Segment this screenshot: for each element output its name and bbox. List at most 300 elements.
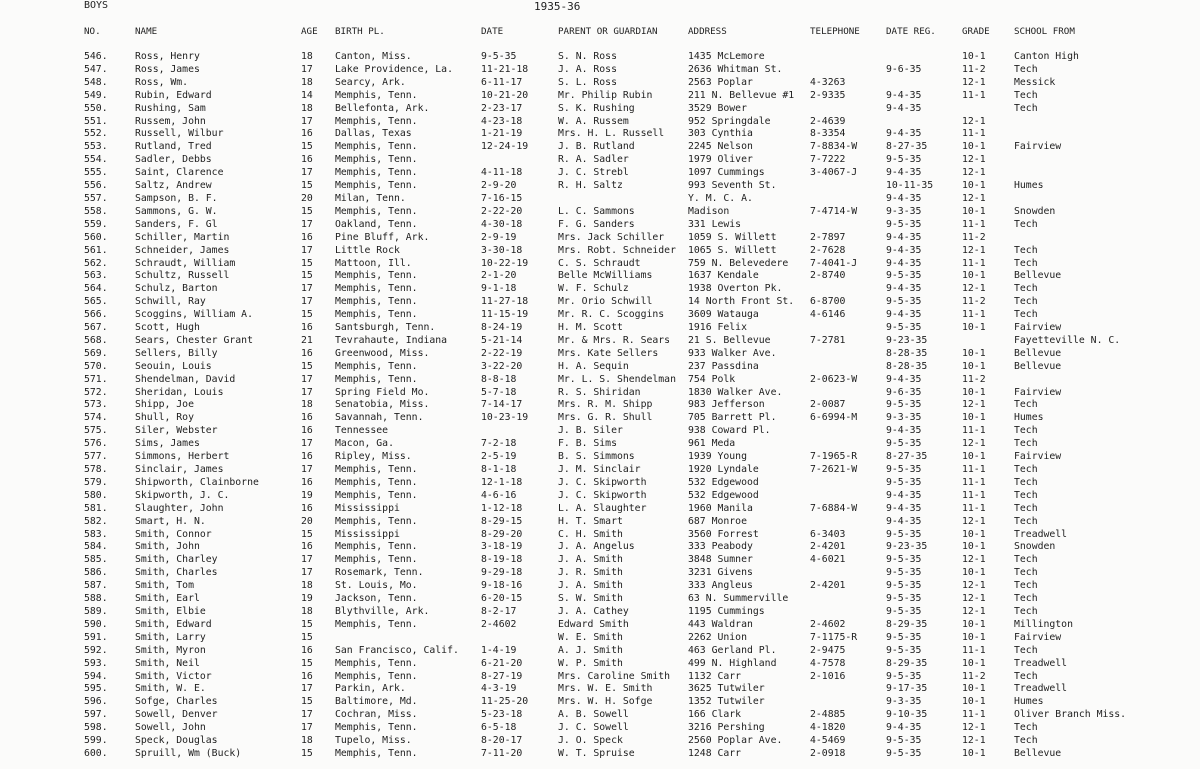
grade: 11-2: [962, 373, 986, 385]
address: 2636 Whitman St.: [688, 63, 783, 75]
student-name: Schultz, Russell: [135, 270, 230, 282]
birth-date: 1-21-19: [481, 128, 523, 140]
parent-guardian: A. B. Sowell: [558, 709, 629, 721]
date-registered: 9-4-35: [886, 192, 922, 204]
birth-date: 11-27-18: [481, 296, 529, 308]
table-row: [0, 387, 1200, 400]
student-age: 15: [301, 141, 313, 153]
student-age: 18: [301, 399, 313, 411]
student-age: 17: [301, 218, 313, 230]
telephone: 2-0087: [810, 399, 846, 411]
date-registered: 9-5-35: [886, 631, 922, 643]
student-name: Sinclair, James: [135, 464, 224, 475]
grade: 12-1: [962, 580, 986, 592]
table-row: [0, 516, 1200, 529]
parent-guardian: S. W. Smith: [558, 593, 623, 605]
parent-guardian: Mr. L. S. Shendelman: [558, 373, 676, 385]
birthplace: Tennessee: [335, 425, 389, 437]
student-age: 20: [301, 192, 313, 204]
grade: 11-1: [962, 425, 986, 437]
student-age: 18: [301, 580, 313, 592]
header-name: NAME: [135, 26, 158, 37]
row-number: 586.: [84, 567, 108, 579]
address: 759 N. Belevedere: [688, 257, 789, 269]
row-number: 582.: [84, 515, 108, 527]
address: 333 Angleus: [688, 580, 753, 592]
date-registered: 9-4-35: [886, 722, 922, 734]
birthplace: Memphis, Tenn.: [335, 657, 418, 669]
birthplace: Memphis, Tenn.: [335, 747, 418, 759]
telephone: 7-4041-J: [810, 257, 858, 269]
student-name: Schwill, Ray: [135, 296, 206, 308]
student-name: Sowell, Denver: [135, 709, 218, 721]
school-from: Bellevue: [1014, 347, 1062, 359]
student-name: Scott, Hugh: [135, 322, 200, 334]
student-name: Seouin, Louis: [135, 360, 212, 372]
row-number: 556.: [84, 180, 108, 192]
table-row: [0, 193, 1200, 206]
telephone: 2-1016: [810, 670, 846, 682]
student-age: 15: [301, 657, 313, 669]
parent-guardian: W. T. Spruise: [558, 747, 635, 759]
parent-guardian: Mr. & Mrs. R. Sears: [558, 334, 671, 346]
student-age: 18: [301, 735, 313, 747]
birth-date: 8-29-20: [481, 528, 523, 540]
student-age: 17: [301, 683, 313, 695]
telephone: 2-0918: [810, 747, 846, 759]
row-number: 588.: [84, 593, 108, 605]
birth-date: 4-11-18: [481, 167, 523, 179]
address: 211 N. Bellevue #1: [688, 89, 795, 101]
table-row: [0, 270, 1200, 283]
birth-date: 8-27-19: [481, 670, 523, 682]
row-number: 583.: [84, 528, 108, 540]
student-name: Siler, Webster: [135, 425, 218, 437]
birth-date: 8-8-18: [481, 373, 517, 385]
student-name: Smith, W. E.: [135, 683, 206, 695]
grade: 10-1: [962, 141, 986, 153]
table-row: [0, 167, 1200, 180]
student-name: Smith, Edward: [135, 618, 212, 630]
table-row: [0, 116, 1200, 129]
parent-guardian: F. G. Sanders: [558, 218, 635, 230]
birth-date: 7-2-18: [481, 438, 517, 450]
address: 938 Coward Pl.: [688, 425, 771, 437]
date-registered: 9-23-35: [886, 541, 928, 553]
row-number: 574.: [84, 412, 108, 424]
address: 1132 Carr: [688, 670, 742, 682]
date-registered: 9-5-35: [886, 605, 922, 617]
student-name: Smith, Earl: [135, 593, 200, 605]
student-name: Sammons, G. W.: [135, 205, 218, 217]
grade: 11-1: [962, 257, 986, 269]
student-name: Smith, Connor: [135, 528, 212, 540]
parent-guardian: Belle McWilliams: [558, 270, 653, 282]
school-from: Tech: [1014, 644, 1038, 656]
header-date: DATE: [481, 26, 504, 37]
grade: 11-1: [962, 476, 986, 488]
header-birthplace: BIRTH PL.: [335, 26, 385, 37]
parent-guardian: R. S. Shiridan: [558, 386, 641, 398]
header-age: AGE: [301, 26, 318, 37]
parent-guardian: W. E. Smith: [558, 631, 623, 643]
parent-guardian: S. K. Rushing: [558, 102, 635, 114]
student-age: 17: [301, 567, 313, 579]
birth-date: 2-5-19: [481, 451, 517, 463]
grade: 12-1: [962, 554, 986, 566]
school-from: Fairview: [1014, 451, 1062, 463]
parent-guardian: Mrs. R. M. Shipp: [558, 399, 653, 411]
date-registered: 9-3-35: [886, 205, 922, 217]
birthplace: St. Louis, Mo.: [335, 580, 418, 592]
row-number: 593.: [84, 657, 108, 669]
birth-date: 8-29-15: [481, 515, 523, 527]
birth-date: 6-11-17: [481, 76, 523, 88]
student-name: Schneider, James: [135, 244, 230, 256]
school-from: Tech: [1014, 735, 1038, 747]
student-age: 16: [301, 451, 313, 463]
birthplace: Memphis, Tenn.: [335, 373, 418, 385]
row-number: 565.: [84, 296, 108, 308]
school-from: Tech: [1014, 438, 1038, 450]
parent-guardian: J. C. Strebl: [558, 167, 629, 179]
student-name: Sanders, F. Gl: [135, 218, 218, 230]
school-from: Millington: [1014, 618, 1073, 630]
telephone: 2-4885: [810, 709, 846, 721]
row-number: 577.: [84, 451, 108, 463]
telephone: 6-6994-M: [810, 412, 858, 424]
table-row: [0, 477, 1200, 490]
birth-date: 11-25-20: [481, 696, 529, 708]
birthplace: Memphis, Tenn.: [335, 464, 418, 475]
row-number: 553.: [84, 141, 108, 153]
birth-date: 8-1-18: [481, 464, 517, 475]
table-row: [0, 632, 1200, 645]
birth-date: 2-22-19: [481, 347, 523, 359]
student-age: 17: [301, 296, 313, 308]
grade: 12-1: [962, 192, 986, 204]
parent-guardian: J. A. Smith: [558, 554, 623, 566]
row-number: 599.: [84, 735, 108, 747]
row-number: 596.: [84, 696, 108, 708]
birthplace: Memphis, Tenn.: [335, 476, 418, 488]
address: 2563 Poplar: [688, 76, 753, 88]
birthplace: Memphis, Tenn.: [335, 296, 418, 308]
date-registered: 9-5-35: [886, 670, 922, 682]
birth-date: 4-3-19: [481, 683, 517, 695]
student-name: Speck, Douglas: [135, 735, 218, 747]
student-age: 14: [301, 89, 313, 101]
parent-guardian: C. S. Schraudt: [558, 257, 641, 269]
student-name: Shendelman, David: [135, 373, 236, 385]
birthplace: Mississippi: [335, 502, 400, 514]
birthplace: Pine Bluff, Ark.: [335, 231, 430, 243]
telephone: 2-4201: [810, 541, 846, 553]
school-from: Tech: [1014, 567, 1038, 579]
table-row: [0, 490, 1200, 503]
grade: 10-1: [962, 180, 986, 192]
birth-date: 9-29-18: [481, 567, 523, 579]
address: 3625 Tutwiler: [688, 683, 765, 695]
student-name: Ross, James: [135, 63, 200, 75]
telephone: 2-4639: [810, 115, 846, 127]
school-from: Tech: [1014, 593, 1038, 605]
row-number: 591.: [84, 631, 108, 643]
student-name: Schulz, Barton: [135, 283, 218, 295]
date-registered: 10-11-35: [886, 180, 934, 192]
student-name: Smith, Tom: [135, 580, 194, 592]
student-age: 16: [301, 347, 313, 359]
table-row: [0, 128, 1200, 141]
row-number: 560.: [84, 231, 108, 243]
birthplace: Memphis, Tenn.: [335, 115, 418, 127]
table-row: [0, 541, 1200, 554]
row-number: 597.: [84, 709, 108, 721]
student-age: 16: [301, 644, 313, 656]
parent-guardian: J. A. Cathey: [558, 605, 629, 617]
birthplace: Memphis, Tenn.: [335, 554, 418, 566]
parent-guardian: H. A. Sequin: [558, 360, 629, 372]
school-from: Tech: [1014, 244, 1038, 256]
birthplace: Savannah, Tenn.: [335, 412, 424, 424]
school-from: Tech: [1014, 580, 1038, 592]
student-age: 16: [301, 412, 313, 424]
header-date-reg: DATE REG.: [886, 26, 936, 37]
table-row: [0, 180, 1200, 193]
date-registered: 9-4-35: [886, 373, 922, 385]
header-parent: PARENT OR GUARDIAN: [558, 26, 658, 37]
address: 303 Cynthia: [688, 128, 753, 140]
table-row: [0, 619, 1200, 632]
grade: 10-1: [962, 567, 986, 579]
parent-guardian: L. A. Slaughter: [558, 502, 647, 514]
parent-guardian: Mrs. Kate Sellers: [558, 347, 659, 359]
grade: 11-2: [962, 63, 986, 75]
parent-guardian: H. T. Smart: [558, 515, 623, 527]
student-name: Saltz, Andrew: [135, 180, 212, 192]
school-from: Tech: [1014, 257, 1038, 269]
birthplace: Little Rock: [335, 244, 400, 256]
birthplace: Memphis, Tenn.: [335, 283, 418, 295]
table-row: [0, 283, 1200, 296]
school-from: Fairview: [1014, 141, 1062, 153]
parent-guardian: J. B. Siler: [558, 425, 623, 437]
table-row: [0, 451, 1200, 464]
birthplace: Mattoon, Ill.: [335, 257, 412, 269]
birthplace: Tevrahaute, Indiana: [335, 334, 448, 346]
table-row: [0, 399, 1200, 412]
birthplace: Oakland, Tenn.: [335, 218, 418, 230]
address: 2560 Poplar Ave.: [688, 735, 783, 747]
address: 14 North Front St.: [688, 296, 795, 308]
row-number: 567.: [84, 322, 108, 334]
birth-date: 7-11-20: [481, 747, 523, 759]
birth-date: 4-6-16: [481, 489, 517, 501]
telephone: 8-3354: [810, 128, 846, 140]
row-number: 587.: [84, 580, 108, 592]
address: 2245 Nelson: [688, 141, 753, 153]
birthplace: San Francisco, Calif.: [335, 644, 459, 656]
grade: 11-1: [962, 464, 986, 475]
parent-guardian: Mr. Orio Schwill: [558, 296, 653, 308]
grade: 12-1: [962, 593, 986, 605]
grade: 10-1: [962, 631, 986, 643]
school-from: Tech: [1014, 670, 1038, 682]
student-name: Russem, John: [135, 115, 206, 127]
header-school: SCHOOL FROM: [1014, 26, 1075, 37]
row-number: 563.: [84, 270, 108, 282]
school-from: Bellevue: [1014, 747, 1062, 759]
birthplace: Dallas, Texas: [335, 128, 412, 140]
birth-date: 9-5-35: [481, 51, 517, 62]
birth-date: 4-30-18: [481, 218, 523, 230]
student-name: Rutland, Tred: [135, 141, 212, 153]
student-age: 18: [301, 605, 313, 617]
header-address: ADDRESS: [688, 26, 727, 37]
table-row: [0, 696, 1200, 709]
student-age: 16: [301, 231, 313, 243]
school-from: Tech: [1014, 502, 1038, 514]
student-name: Sadler, Debbs: [135, 154, 212, 166]
school-from: Tech: [1014, 296, 1038, 308]
student-age: 17: [301, 373, 313, 385]
school-from: Messick: [1014, 76, 1056, 88]
date-registered: 9-5-35: [886, 567, 922, 579]
school-from: Snowden: [1014, 541, 1056, 553]
school-from: Tech: [1014, 476, 1038, 488]
student-name: Smith, Elbie: [135, 605, 206, 617]
birth-date: 11-21-18: [481, 63, 529, 75]
date-registered: 9-5-35: [886, 464, 922, 475]
table-row: [0, 206, 1200, 219]
birth-date: 6-5-18: [481, 722, 517, 734]
school-from: Tech: [1014, 425, 1038, 437]
student-age: 17: [301, 722, 313, 734]
row-number: 573.: [84, 399, 108, 411]
birth-date: 5-21-14: [481, 334, 523, 346]
row-number: 590.: [84, 618, 108, 630]
row-number: 550.: [84, 102, 108, 114]
grade: 12-1: [962, 722, 986, 734]
address: 754 Polk: [688, 373, 736, 385]
telephone: 6-3403: [810, 528, 846, 540]
parent-guardian: C. H. Smith: [558, 528, 623, 540]
address: 3231 Givens: [688, 567, 753, 579]
student-name: Shipworth, Clainborne: [135, 476, 259, 488]
student-age: 16: [301, 128, 313, 140]
parent-guardian: J. A. Angelus: [558, 541, 635, 553]
student-name: Saint, Clarence: [135, 167, 224, 179]
grade: 12-1: [962, 515, 986, 527]
birthplace: Greenwood, Miss.: [335, 347, 430, 359]
birth-date: 3-18-19: [481, 541, 523, 553]
telephone: 2-4602: [810, 618, 846, 630]
student-name: Shipp, Joe: [135, 399, 194, 411]
address: 961 Meda: [688, 438, 736, 450]
row-number: 558.: [84, 205, 108, 217]
school-from: Tech: [1014, 309, 1038, 321]
student-age: 15: [301, 270, 313, 282]
student-age: 18: [301, 76, 313, 88]
grade: 10-1: [962, 541, 986, 553]
table-row: [0, 606, 1200, 619]
birthplace: Memphis, Tenn.: [335, 515, 418, 527]
address: 499 N. Highland: [688, 657, 777, 669]
school-from: Tech: [1014, 218, 1038, 230]
student-age: 16: [301, 502, 313, 514]
birthplace: Rosemark, Tenn.: [335, 567, 424, 579]
student-name: Smith, Charley: [135, 554, 218, 566]
school-from: Humes: [1014, 180, 1044, 192]
address: 1920 Lyndale: [688, 464, 759, 475]
birth-date: 2-22-20: [481, 205, 523, 217]
student-name: Russell, Wilbur: [135, 128, 224, 140]
parent-guardian: Edward Smith: [558, 618, 629, 630]
table-row: [0, 77, 1200, 90]
birth-date: 10-22-19: [481, 257, 529, 269]
row-number: 571.: [84, 373, 108, 385]
date-registered: 9-10-35: [886, 709, 928, 721]
table-row: [0, 709, 1200, 722]
student-name: Shull, Roy: [135, 412, 194, 424]
student-name: Skipworth, J. C.: [135, 489, 230, 501]
birth-date: 8-19-18: [481, 554, 523, 566]
grade: 11-2: [962, 670, 986, 682]
page-heading: [0, 0, 1200, 14]
row-number: 585.: [84, 554, 108, 566]
student-name: Scoggins, William A.: [135, 309, 253, 321]
student-age: 15: [301, 696, 313, 708]
row-number: 595.: [84, 683, 108, 695]
student-name: Simmons, Herbert: [135, 451, 230, 463]
telephone: 7-1175-R: [810, 631, 858, 643]
birth-date: 3-30-18: [481, 244, 523, 256]
birthplace: Memphis, Tenn.: [335, 360, 418, 372]
address: 3560 Forrest: [688, 528, 759, 540]
table-row: [0, 722, 1200, 735]
student-name: Rushing, Sam: [135, 102, 206, 114]
date-registered: 8-27-35: [886, 141, 928, 153]
grade: 10-1: [962, 360, 986, 372]
table-row: [0, 464, 1200, 477]
address: 1195 Cummings: [688, 605, 765, 617]
address: 166 Clark: [688, 709, 742, 721]
date-registered: 8-29-35: [886, 618, 928, 630]
grade: 10-1: [962, 51, 986, 62]
table-row: [0, 503, 1200, 516]
date-registered: 9-5-35: [886, 528, 922, 540]
student-age: 17: [301, 554, 313, 566]
birthplace: Memphis, Tenn.: [335, 89, 418, 101]
birth-date: 2-4602: [481, 618, 517, 630]
student-name: Smith, Victor: [135, 670, 212, 682]
address: Madison: [688, 205, 730, 217]
address: 1916 Felix: [688, 322, 747, 334]
birthplace: Senatobia, Miss.: [335, 399, 430, 411]
birth-date: 12-24-19: [481, 141, 529, 153]
row-number: 569.: [84, 347, 108, 359]
birthplace: Santsburgh, Tenn.: [335, 322, 436, 334]
parent-guardian: J. C. Skipworth: [558, 489, 647, 501]
parent-guardian: W. F. Schulz: [558, 283, 629, 295]
table-row: [0, 412, 1200, 425]
table-row: [0, 361, 1200, 374]
header-no: NO.: [84, 26, 101, 37]
row-number: 568.: [84, 334, 108, 346]
birthplace: Memphis, Tenn.: [335, 154, 418, 166]
date-registered: 9-6-35: [886, 63, 922, 75]
address: 1939 Young: [688, 451, 747, 463]
